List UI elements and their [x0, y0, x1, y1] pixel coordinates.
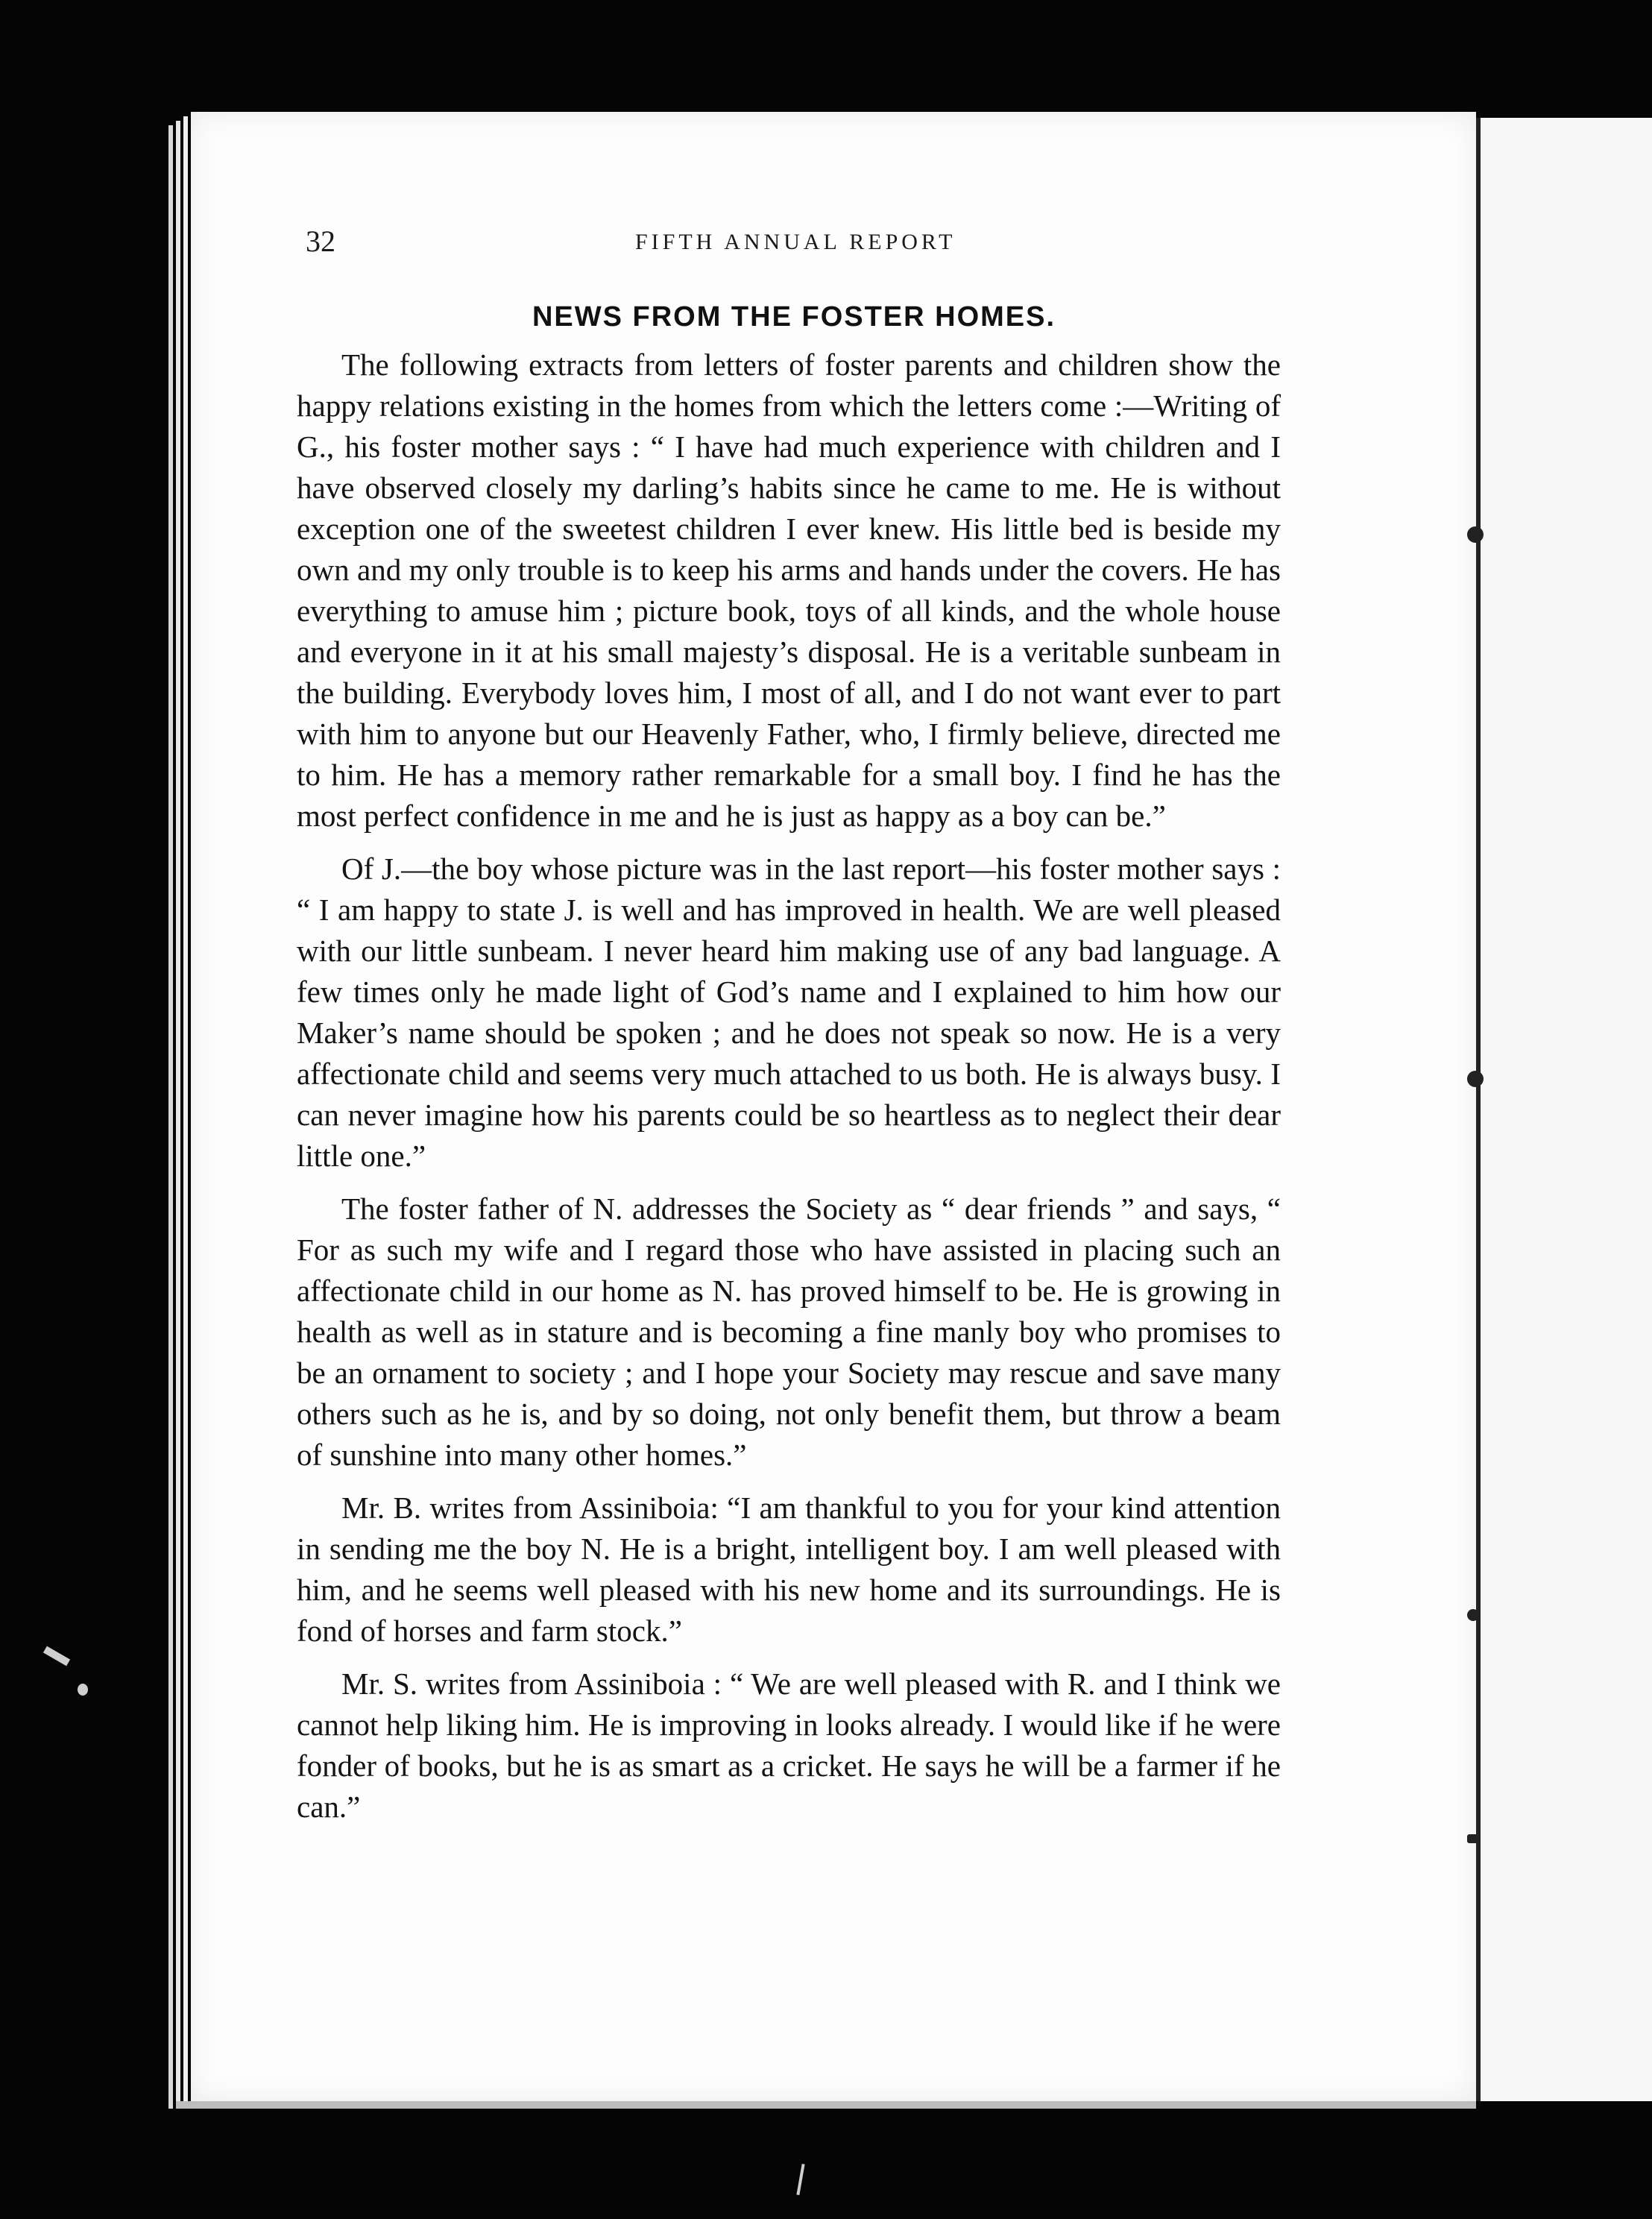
paragraph: Of J.—the boy whose picture was in the last report—his foster mother says : “ I am happy to state J. is well and has improved in health. We are well pleased with our little sunbeam. I never heard him making use of any bad language. A few times only he made light of God’s name and I explained to him how our Maker’s name should be spoken ; and he does not speak so now. He is a very affectionate child and seems very much attached to us both. He is always busy. I can never imagine how his parents could be so heartless as to neglect their dear little one.” [297, 852, 1281, 1173]
paragraph: The foster father of N. addresses the Society as “ dear friends ” and says, “ For as such my wife and I regard those who have assisted in placing such an affectionate child in our home as N. has proved himself to be. He is growing in health as well as in stature and is becoming a fine manly boy who promises to be an ornament to society ; and I hope your Society may rescue and save many others such as he is, and by so doing, not only benefit them, but throw a beam of sunshine into many other homes.” [297, 1192, 1281, 1472]
page-edge [176, 121, 180, 2107]
paragraph: Mr. S. writes from Assiniboia : “ We are well pleased with R. and I think we cannot help liking him. He is improving in looks already. I would like if he were fonder of books, but he is as smart as a cricket. He says he will be a farmer if he can.” [297, 1666, 1281, 1824]
section-heading: NEWS FROM THE FOSTER HOMES. [532, 301, 1056, 333]
binding-mark [1467, 1834, 1481, 1843]
paragraph: The following extracts from letters of foster parents and children show the happy relations existing in the homes from which the letters come :—Writing of G., his foster mother says : “ I have had much experience with children and I have observed closely my darling’s habits since he came to me. He is without exception one of the sweetest children I ever knew. His little bed is beside my own and my only trouble is to keep his arms and hands under the covers. He has everything to amuse him ; picture book, toys of all kinds, and the whole house and everyone in it at his small majesty’s disposal. He is a veritable sunbeam in the building. Everybody loves him, I most of all, and I do not want ever to part with him to anyone but our Heavenly Father, who, I firmly believe, directed me to him. He has a memory rather remarkable for a small boy. I find he has the most perfect confidence in me and he is just as happy as a boy can be.” [297, 347, 1281, 833]
facing-page-edge [1476, 118, 1652, 2101]
page-bottom-edge [176, 2101, 1476, 2109]
binding-mark [1467, 1609, 1479, 1621]
binding-mark [1467, 1071, 1484, 1087]
scan-speck [43, 1646, 70, 1666]
page-number: 32 [306, 224, 335, 258]
page-edge [168, 125, 173, 2109]
binding-mark [1467, 526, 1484, 543]
scan-speck [78, 1684, 88, 1696]
page-edge [183, 116, 188, 2104]
running-header [0, 224, 1652, 268]
article-body [297, 344, 1281, 1839]
paragraph: Mr. B. writes from Assiniboia: “I am thankful to you for your kind attention in sending me the boy N. He is a bright, intelligent boy. I am well pleased with him, and he seems well pleased with his new home and its surroundings. He is fond of horses and farm stock.” [297, 1491, 1281, 1648]
scan-speck [796, 2164, 804, 2195]
running-title: FIFTH ANNUAL REPORT [635, 230, 956, 254]
